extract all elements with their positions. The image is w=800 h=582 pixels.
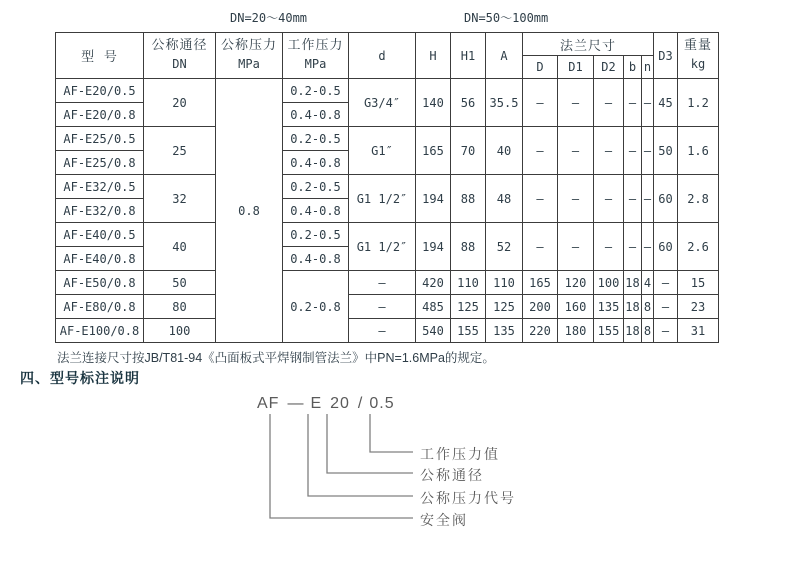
cell-flange-d1: 180 <box>558 319 594 343</box>
cell-h: 540 <box>416 319 451 343</box>
cell-a: 110 <box>486 271 523 295</box>
cell-flange-n: 8 <box>642 295 654 319</box>
cell-flange-d1: – <box>558 175 594 223</box>
cell-wp: 0.4-0.8 <box>283 247 349 271</box>
table-row <box>56 127 719 151</box>
label-nominal-pressure-code: 公称压力代号 <box>420 490 516 506</box>
cell-d3: 60 <box>654 223 678 271</box>
label-safety-valve: 安全阀 <box>420 512 468 528</box>
cell-flange-b: 18 <box>624 319 642 343</box>
table-row <box>56 175 719 199</box>
cell-a: 125 <box>486 295 523 319</box>
cell-d3: – <box>654 295 678 319</box>
cell-dn: 50 <box>144 271 216 295</box>
cell-flange-b: – <box>624 175 642 223</box>
cell-d3: 50 <box>654 127 678 175</box>
cell-d: G1 1/2″ <box>349 223 416 271</box>
header-pn-line2: MPa <box>238 57 260 72</box>
caption-dn-large-range: DN=50～100mm <box>464 11 549 25</box>
cell-weight: 2.8 <box>678 175 719 223</box>
cell-h1: 88 <box>451 175 486 223</box>
cell-flange-d2: 135 <box>594 295 624 319</box>
cell-flange-b: – <box>624 223 642 271</box>
cell-d3: – <box>654 319 678 343</box>
flange-standard-footnote: 法兰连接尺寸按JB/T81-94《凸面板式平焊钢制管法兰》中PN=1.6MPa的规定。 <box>57 351 495 365</box>
cell-flange-d: 165 <box>523 271 558 295</box>
cell-flange-d: – <box>523 127 558 175</box>
cell-dn: 80 <box>144 295 216 319</box>
cell-h: 194 <box>416 223 451 271</box>
cell-weight: 15 <box>678 271 719 295</box>
model-code-wp-value: 0.5 <box>369 395 395 412</box>
cell-model: AF-E50/0.8 <box>56 271 144 295</box>
header-a: A <box>486 33 523 79</box>
cell-a: 35.5 <box>486 79 523 127</box>
cell-weight: 1.6 <box>678 127 719 175</box>
cell-a: 48 <box>486 175 523 223</box>
cell-d: – <box>349 319 416 343</box>
cell-model: AF-E80/0.8 <box>56 295 144 319</box>
model-code-dash: — <box>287 395 305 412</box>
cell-flange-d2: – <box>594 223 624 271</box>
cell-a: 135 <box>486 319 523 343</box>
cell-wp: 0.2-0.5 <box>283 175 349 199</box>
header-dn <box>144 33 216 79</box>
cell-model: AF-E20/0.5 <box>56 79 144 103</box>
cell-wp: 0.2-0.5 <box>283 223 349 247</box>
cell-flange-d2: – <box>594 127 624 175</box>
cell-dn: 20 <box>144 79 216 127</box>
cell-h: 194 <box>416 175 451 223</box>
model-code-connector-lines <box>255 410 565 532</box>
cell-model: AF-E20/0.8 <box>56 103 144 127</box>
header-d3: D3 <box>654 33 678 79</box>
cell-weight: 23 <box>678 295 719 319</box>
cell-flange-n: – <box>642 79 654 127</box>
table-row <box>56 223 719 247</box>
cell-flange-d2: 155 <box>594 319 624 343</box>
cell-h1: 70 <box>451 127 486 175</box>
cell-wp: 0.2-0.5 <box>283 127 349 151</box>
header-wp <box>283 33 349 79</box>
cell-flange-d: – <box>523 175 558 223</box>
section-heading-model-designation: 四、型号标注说明 <box>20 370 140 386</box>
cell-wp: 0.2-0.5 <box>283 79 349 103</box>
cell-model: AF-E25/0.8 <box>56 151 144 175</box>
cell-h: 140 <box>416 79 451 127</box>
cell-flange-n: 4 <box>642 271 654 295</box>
cell-pn: 0.8 <box>216 79 283 343</box>
cell-dn: 32 <box>144 175 216 223</box>
cell-model: AF-E40/0.8 <box>56 247 144 271</box>
cell-d: G3/4″ <box>349 79 416 127</box>
cell-h: 165 <box>416 127 451 175</box>
cell-model: AF-E32/0.5 <box>56 175 144 199</box>
model-code-slash: / <box>357 395 364 412</box>
cell-h: 420 <box>416 271 451 295</box>
header-flange-d1: D1 <box>558 56 594 79</box>
header-h: H <box>416 33 451 79</box>
cell-weight: 31 <box>678 319 719 343</box>
cell-wp: 0.4-0.8 <box>283 151 349 175</box>
cell-flange-d1: – <box>558 223 594 271</box>
cell-flange-d1: 120 <box>558 271 594 295</box>
cell-wp: 0.4-0.8 <box>283 199 349 223</box>
model-code-series: AF <box>257 395 280 412</box>
cell-d3: 60 <box>654 175 678 223</box>
spec-table <box>55 32 719 343</box>
cell-flange-d: – <box>523 223 558 271</box>
cell-d: – <box>349 295 416 319</box>
header-pn-line1: 公称压力 <box>220 38 277 54</box>
cell-flange-b: – <box>624 127 642 175</box>
cell-dn: 100 <box>144 319 216 343</box>
cell-a: 40 <box>486 127 523 175</box>
cell-wp: 0.4-0.8 <box>283 103 349 127</box>
label-working-pressure-value: 工作压力值 <box>420 446 500 462</box>
cell-flange-d2: – <box>594 175 624 223</box>
cell-flange-d: 200 <box>523 295 558 319</box>
table-row <box>56 295 719 319</box>
header-wp-line1: 工作压力 <box>287 38 344 54</box>
cell-d: – <box>349 271 416 295</box>
cell-dn: 25 <box>144 127 216 175</box>
cell-d: G1 1/2″ <box>349 175 416 223</box>
cell-model: AF-E32/0.8 <box>56 199 144 223</box>
cell-h1: 110 <box>451 271 486 295</box>
model-code-dn: 20 <box>330 395 350 412</box>
header-weight <box>678 33 719 79</box>
cell-flange-n: – <box>642 127 654 175</box>
header-h1: H1 <box>451 33 486 79</box>
header-flange-d2: D2 <box>594 56 624 79</box>
cell-weight: 2.6 <box>678 223 719 271</box>
cell-h: 485 <box>416 295 451 319</box>
cell-flange-d: 220 <box>523 319 558 343</box>
header-dn-line1: 公称通径 <box>151 38 208 54</box>
cell-h1: 56 <box>451 79 486 127</box>
table-row <box>56 271 719 295</box>
cell-flange-b: 18 <box>624 295 642 319</box>
header-model: 型 号 <box>56 33 144 79</box>
cell-flange-d1: – <box>558 79 594 127</box>
cell-weight: 1.2 <box>678 79 719 127</box>
cell-flange-d2: – <box>594 79 624 127</box>
header-weight-line2: kg <box>690 57 706 72</box>
cell-flange-b: 18 <box>624 271 642 295</box>
cell-flange-d: – <box>523 79 558 127</box>
header-flange-group: 法兰尺寸 <box>523 33 654 56</box>
header-pn <box>216 33 283 79</box>
header-weight-line1: 重量 <box>684 38 713 54</box>
table-row <box>56 319 719 343</box>
header-dn-line2: DN <box>172 57 187 72</box>
cell-dn: 40 <box>144 223 216 271</box>
header-wp-line2: MPa <box>304 57 327 72</box>
table-row <box>56 79 719 103</box>
header-d: d <box>349 33 416 79</box>
header-flange-b: b <box>624 56 642 79</box>
cell-h1: 155 <box>451 319 486 343</box>
cell-flange-d2: 100 <box>594 271 624 295</box>
cell-flange-d1: – <box>558 127 594 175</box>
cell-d3: 45 <box>654 79 678 127</box>
header-flange-n: n <box>642 56 654 79</box>
caption-dn-small-range: DN=20～40mm <box>230 11 308 25</box>
cell-d: G1″ <box>349 127 416 175</box>
cell-flange-n: – <box>642 175 654 223</box>
cell-d3: – <box>654 271 678 295</box>
cell-a: 52 <box>486 223 523 271</box>
cell-flange-d1: 160 <box>558 295 594 319</box>
header-flange-d: D <box>523 56 558 79</box>
cell-flange-n: 8 <box>642 319 654 343</box>
cell-model: AF-E25/0.5 <box>56 127 144 151</box>
model-code-pressure-code: E <box>310 395 323 412</box>
cell-h1: 88 <box>451 223 486 271</box>
cell-model: AF-E100/0.8 <box>56 319 144 343</box>
cell-model: AF-E40/0.5 <box>56 223 144 247</box>
label-nominal-diameter: 公称通径 <box>420 467 484 483</box>
cell-flange-n: – <box>642 223 654 271</box>
cell-wp: 0.2-0.8 <box>283 271 349 343</box>
cell-flange-b: – <box>624 79 642 127</box>
cell-h1: 125 <box>451 295 486 319</box>
